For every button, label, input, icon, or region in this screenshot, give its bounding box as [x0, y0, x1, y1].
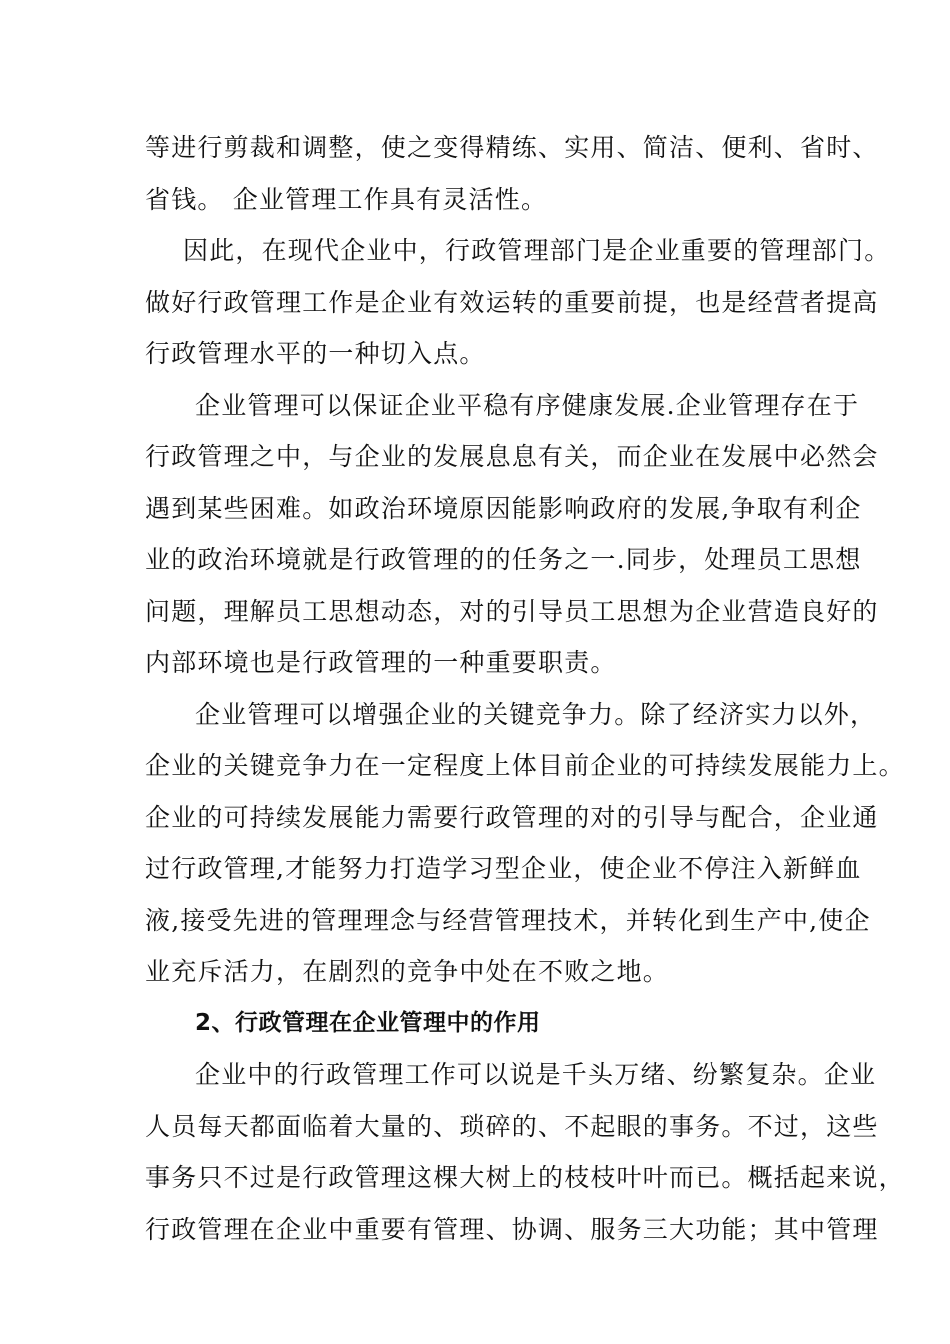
text-line: 问题，理解员工思想动态，对的引导员工思想为企业营造良好的	[145, 596, 879, 626]
text-line: 行政管理水平的一种切入点。	[145, 339, 486, 368]
text-line: 行政管理在企业中重要有管理、协调、服务三大功能；其中管理	[145, 1214, 879, 1244]
paragraph-start: 企业中的行政管理工作可以说是千头万绪、纷繁复杂。企业	[195, 1060, 877, 1089]
text-line: 人员每天都面临着大量的、琐碎的、不起眼的事务。不过，这些	[145, 1111, 879, 1141]
text-line: 事务只不过是行政管理这棵大树上的枝枝叶叶而已。概括起来说，	[145, 1163, 905, 1192]
paragraph-start: 企业管理可以保证企业平稳有序健康发展.企业管理存在于	[195, 390, 860, 420]
text-line: 等进行剪裁和调整，使之变得精练、实用、简洁、便利、省时、	[145, 133, 879, 162]
text-line: 做好行政管理工作是企业有效运转的重要前提，也是经营者提高	[145, 287, 879, 317]
text-line: 液,接受先进的管理理念与经营管理技术，并转化到生产中,使企	[145, 905, 871, 935]
text-line: 行政管理之中，与企业的发展息息有关，而企业在发展中必然会	[145, 442, 879, 471]
text-line: 企业的可持续发展能力需要行政管理的对的引导与配合，企业通	[145, 802, 879, 832]
document-body	[145, 122, 905, 1255]
text-line: 过行政管理,才能努力打造学习型企业，使企业不停注入新鲜血	[145, 854, 862, 883]
paragraph-start: 因此，在现代企业中，行政管理部门是企业重要的管理部门。	[183, 236, 891, 265]
section-heading: 2、行政管理在企业管理中的作用	[195, 1009, 541, 1036]
text-line: 企业的关键竞争力在一定程度上体目前企业的可持续发展能力上。	[145, 751, 905, 780]
text-line: 遇到某些困难。如政治环境原因能影响政府的发展,争取有利企	[145, 493, 862, 523]
text-line: 省钱。 企业管理工作具有灵活性。	[145, 184, 548, 214]
paragraph-start: 企业管理可以增强企业的关键竞争力。除了经济实力以外，	[195, 699, 877, 729]
text-line: 内部环境也是行政管理的一种重要职责。	[145, 648, 617, 677]
text-line: 业的政治环境就是行政管理的的任务之一.同步，处理员工思想	[145, 545, 862, 574]
text-line: 业充斥活力，在剧烈的竞争中处在不败之地。	[145, 957, 670, 986]
